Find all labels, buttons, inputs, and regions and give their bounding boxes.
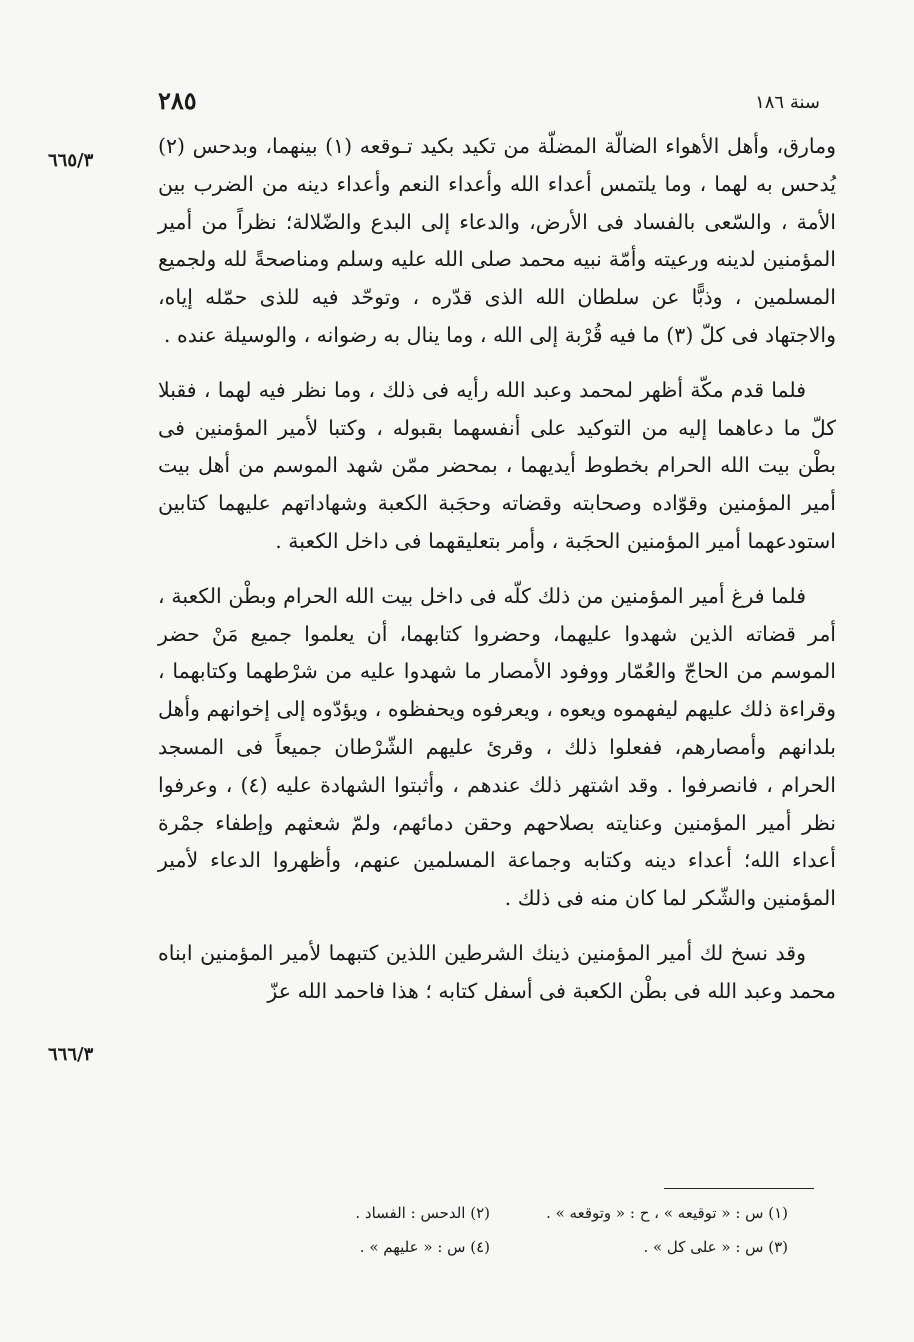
footnote-3: (٣) س : « على كل » .	[643, 1238, 788, 1256]
footnote-2: (٢) الدحس : الفساد .	[355, 1204, 490, 1222]
page-number: ٢٨٥	[158, 86, 197, 115]
footnote-1: (١) س : « توقيعه » ، ح : « وتوقعه » .	[546, 1204, 788, 1222]
paragraph-2: فلما قدم مكّة أظهر لمحمد وعبد الله رأيه فى ذلك ، وما نظر فيه لهما ، فقبلا كلّ ما دعاهما إليه من التوكيد على أنفسهما بقبوله ، وكتبا لأمير المؤمنين فى بطْن بيت الله الحرام بخطوط أيديهما ، بمحضر ممّن شهد الموسم من أهل بيت أمير المؤمنين وقوّاده وصحابته وقضاته وحجَبة الكعبة وشهاداتهم عليهما كتابين استودعهما أمير المؤمنين الحجَبة ، وأمر بتعليقهما فى داخل الكعبة .	[158, 377, 836, 553]
paragraph-4: وقد نسخ لك أمير المؤمنين ذينك الشرطين اللذين كتبهما لأمير المؤمنين ابناه محمد وعبد الله فى بطْن الكعبة فى أسفل كتابه ؛ هذا فاحمد الله عزّ	[158, 940, 836, 1003]
footnote-4: (٤) س : « عليهم » .	[359, 1238, 490, 1256]
margin-reference-bottom: ٦٦٦/٣	[48, 1044, 94, 1065]
footnote-divider	[664, 1188, 814, 1189]
footnote-row	[210, 1196, 788, 1230]
margin-reference-top: ٦٦٥/٣	[48, 150, 94, 171]
running-header-year: سنة ١٨٦	[755, 92, 820, 113]
paragraph-3: فلما فرغ أمير المؤمنين من ذلك كلّه فى داخل بيت الله الحرام وبطْن الكعبة ، أمر قضاته الذين شهدوا عليهما، وحضروا كتابهما، أن يعلموا جميع مَنْ حضر الموسم من الحاجّ والعُمّار ووفود الأمصار ما شهدوا عليه من شرْطهما وكتابهما ، وقراءة ذلك عليهم ليفهموه ويعوه ، ويعرفوه ويحفظوه ، ويؤدّوه إلى إخوانهم وأهل بلدانهم وأمصارهم، ففعلوا ذلك ، وقرئ عليهم الشّرْطان جميعاً فى المسجد الحرام ، فانصرفوا . وقد اشتهر ذلك عندهم ، وأثبتوا الشهادة عليه (٤) ، وعرفوا نظر أمير المؤمنين وعنايته بصلاحهم وحقن دمائهم، ولمّ شعثهم وإطفاء جمْرة أعداء الله؛ أعداء دينه وكتابه وجماعة المسلمين عنهم، وأظهروا الدعاء لأمير المؤمنين والشّكر لما كان منه فى ذلك .	[158, 583, 836, 911]
footnotes	[210, 1196, 788, 1264]
main-text	[158, 128, 836, 1028]
paragraph-1: ومارق، وأهل الأهواء الضالّة المضلّة من تكيد بكيد تـوقعه (١) بينهما، وبدحس (٢) يُدحس به لهما ، وما يلتمس أعداء الله وأعداء النعم وأعداء دينه من الضرب بين الأمة ، والسّعى بالفساد فى الأرض، والدعاء إلى البدع والضّلالة؛ نظراً من أمير المؤمنين لدينه ورعيته وأمّة نبيه محمد صلى الله عليه وسلم ومناصحةً لله ولجميع المسلمين ، وذبًّا عن سلطان الله الذى قدّره ، وتوحّد فيه للذى حمّله إياه، والاجتهاد فى كلّ (٣) ما فيه قُرْبة إلى الله ، وما ينال به رضوانه ، والوسيلة عنده .	[158, 134, 836, 347]
footnote-row	[210, 1230, 788, 1264]
